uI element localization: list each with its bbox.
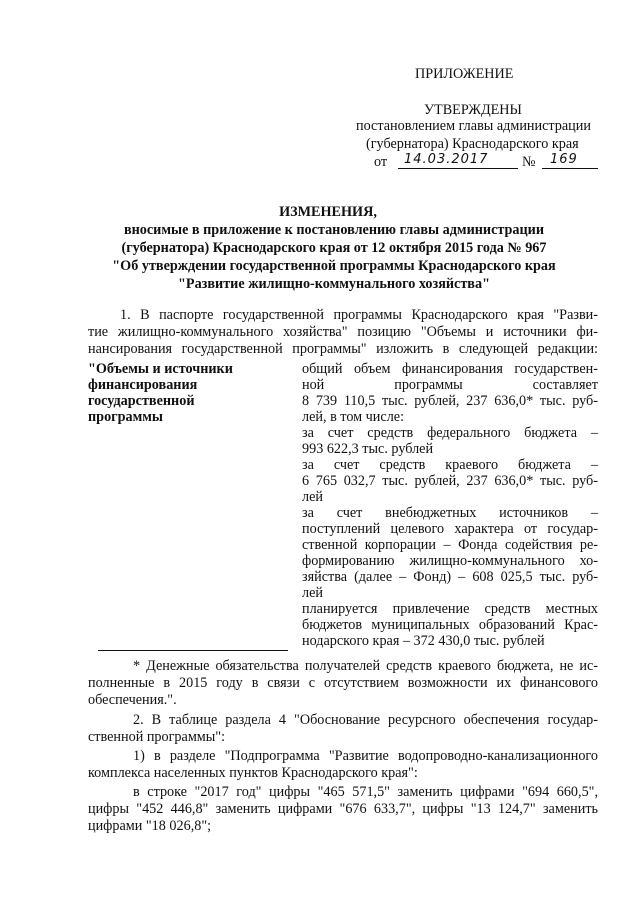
handwritten-date: 14.03.2017 — [404, 152, 489, 167]
doc-subtitle-4: "Развитие жилищно-коммунального хозяйства" — [178, 276, 490, 292]
table-value-line-14: зяйства (далее – Фонд) – 608 025,5 тыс. руб- — [302, 569, 598, 585]
p4-line-1: в строке "2017 год" цифры "465 571,5" заменить цифрами "694 660,5", — [133, 784, 598, 800]
table-value-line-10: за счет внебюджетных источников – — [302, 505, 598, 521]
footnote-line-3: обеспечения.". — [88, 692, 177, 708]
table-value-line-16: планируется привлечение средств местных — [302, 601, 598, 617]
table-label-line-2: финансирования — [88, 377, 198, 393]
footnote-separator — [98, 650, 288, 651]
p1-line-1: 1. В паспорте государственной программы Краснодарского края "Разви- — [120, 307, 598, 323]
date-prefix: от — [374, 154, 388, 170]
doc-subtitle-3: "Об утверждении государственной программы Краснодарского края — [112, 258, 556, 274]
footnote-line-1: * Денежные обязательства получателей средств краевого бюджета, не ис- — [133, 658, 598, 674]
table-value-line-01: общий объем финансирования государствен- — [302, 361, 598, 377]
table-value-line-11: поступлений целевого характера от государ- — [302, 521, 598, 537]
doc-subtitle-1: вносимые в приложение к постановлению главы администрации — [123, 222, 545, 238]
table-value-line-12: ственной корпорации – Фонда содействия ре- — [302, 537, 598, 553]
p3-line-1: 1) в разделе "Подпрограмма "Развитие водопроводно-канализационного — [133, 748, 598, 764]
table-value-line-05: за счет средств федерального бюджета – — [302, 425, 598, 441]
table-value-line-04: лей, в том числе: — [302, 409, 405, 425]
table-label-line-1: "Объемы и источники — [88, 361, 233, 377]
table-value-line-13: формированию жилищно-коммунального хо- — [302, 553, 598, 569]
p3-line-2: комплекса населенных пунктов Краснодарского края": — [88, 765, 418, 781]
table-value-line-02: ной программы составляет — [302, 377, 598, 393]
p2-line-1: 2. В таблице раздела 4 "Обоснование ресурсного обеспечения государ- — [133, 712, 598, 728]
table-value-line-07: за счет средств краевого бюджета – — [302, 457, 598, 473]
doc-title: ИЗМЕНЕНИЯ, — [279, 204, 377, 220]
table-value-line-08: 6 765 032,7 тыс. рублей, 237 636,0* тыс. руб- — [302, 473, 598, 489]
footnote-line-2: полненные в 2015 году в связи с отсутствием возможности их финансового — [88, 675, 598, 691]
table-value-line-03: 8 739 110,5 тыс. рублей, 237 636,0* тыс. руб- — [302, 393, 598, 409]
p2-line-2: ственной программы": — [88, 729, 226, 745]
number-sign: № — [522, 154, 536, 170]
p1-line-3: нансирования государственной программы" изложить в следующей редакции: — [88, 341, 598, 357]
table-value-line-15: лей — [302, 585, 323, 601]
table-value-line-09: лей — [302, 489, 323, 505]
date-underline — [398, 168, 518, 169]
table-value-line-17: бюджетов муниципальных образований Крас- — [302, 617, 598, 633]
appendix-label: ПРИЛОЖЕНИЕ — [415, 66, 514, 82]
p4-line-3: цифрами "18 026,8"; — [88, 818, 212, 834]
approved-label: УТВЕРЖДЕНЫ — [424, 102, 522, 118]
approval-line-2: (губернатора) Краснодарского края — [366, 136, 579, 152]
table-value-line-18: нодарского края – 372 430,0 тыс. рублей — [302, 633, 545, 649]
doc-subtitle-2: (губернатора) Краснодарского края от 12 октября 2015 года № 967 — [121, 240, 547, 256]
table-label-line-3: государственной — [88, 393, 195, 409]
number-underline — [542, 168, 598, 169]
table-label-line-4: программы — [88, 409, 163, 425]
p4-line-2: цифры "452 446,8" заменить цифрами "676 633,7", цифры "13 124,7" заменить — [88, 801, 598, 817]
handwritten-number: 169 — [550, 152, 578, 167]
p1-line-2: тие жилищно-коммунального хозяйства" позицию "Объемы и источники фи- — [88, 324, 598, 340]
table-value-line-06: 993 622,3 тыс. рублей — [302, 441, 434, 457]
approval-line-1: постановлением главы администрации — [356, 118, 591, 134]
